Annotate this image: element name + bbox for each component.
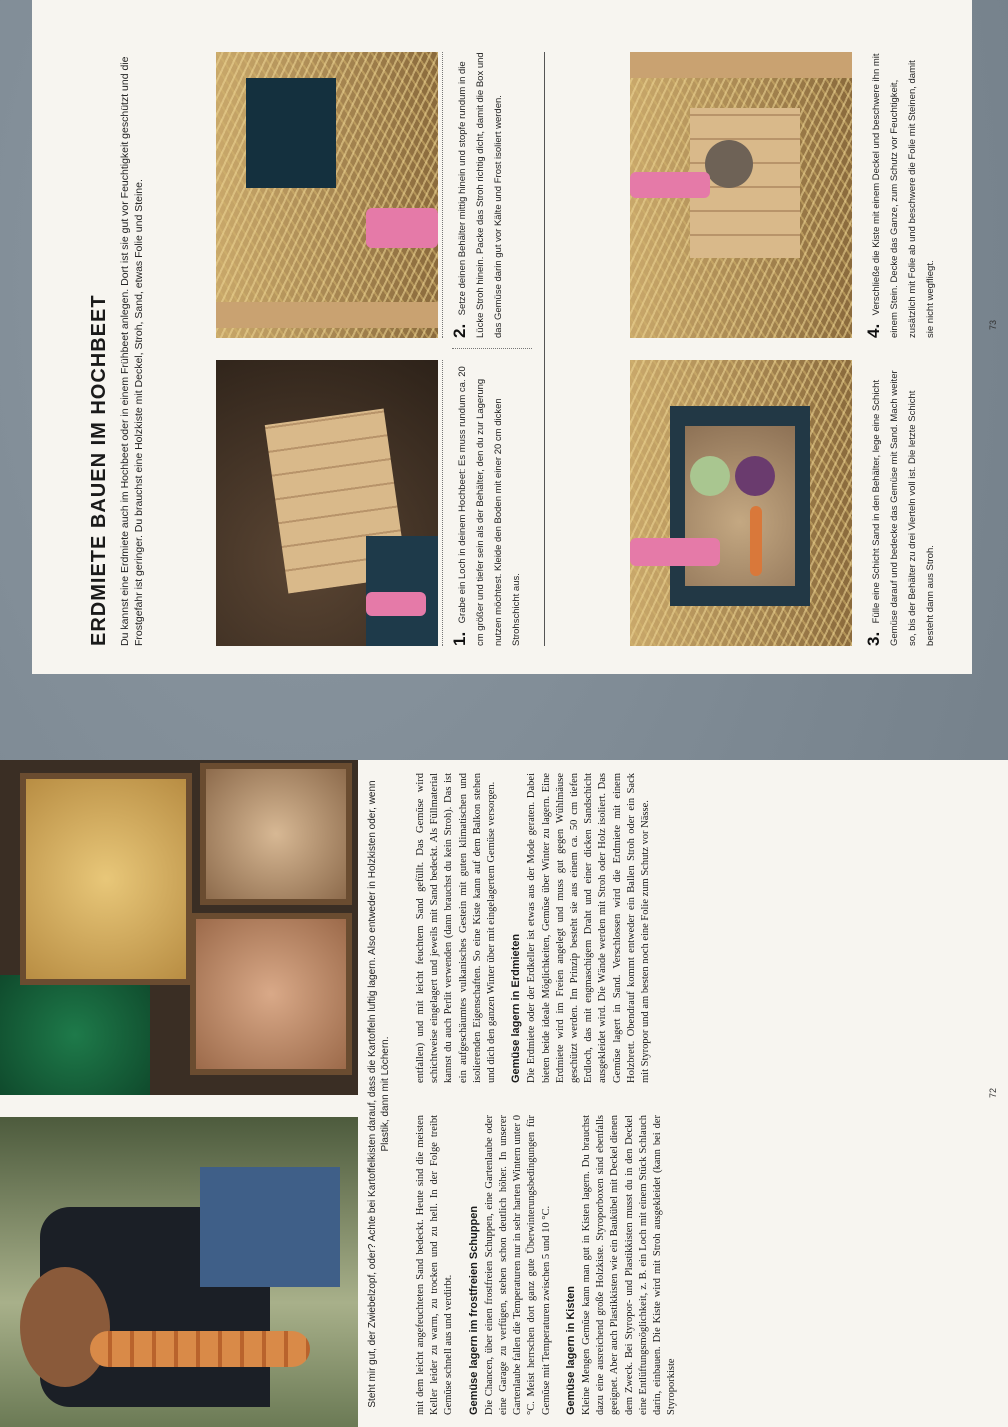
step-3-photo — [630, 360, 852, 646]
col1-paragraph-1: mit dem leicht angefeuchteten Sand bedeckt. Heute sind die meisten Keller leider zu warm, zu trocken und zu hell. In der Folge treibt Gemüse schnell aus und verdirbt. — [415, 1115, 455, 1415]
step-3-number: 3. — [864, 631, 883, 646]
heading-kisten: Gemüse lagern in Kisten — [564, 1286, 577, 1415]
page-title: ERDMIETE BAUEN IM HOCHBEET — [88, 294, 110, 646]
step-4-text: Verschließe die Kiste mit einem Deckel und beschwere ihn mit einem Stein. Decke das Ganze, zum Schutz vor Feuchtigkeit, zusätzlich mit Folie ab und beschwere die Folie mit Steinen, damit sie nicht wegfliegt. — [871, 53, 936, 338]
step-text-divider-left — [442, 360, 443, 646]
text-column-2 — [414, 773, 653, 1083]
step-2 — [450, 52, 506, 338]
step-2-number: 2. — [450, 323, 469, 338]
page-73 — [32, 0, 972, 674]
col2-paragraph-1: entfallen) und mit leicht feuchtem Sand gefüllt. Das Gemüse wird schichtweise eingelagert und jeweils mit Sand bedeckt. Als Füllmaterial kannst du auch Perlit verwenden (dann brauchst du kein Stroh). Das ist ein aufgeschäumtes vulkanisches Gestein mit guten klimatischen und isolierenden Eigenschaften. So eine Kiste kann auf dem Balkon stehen und dich den ganzen Winter über mit eingelagertem Gemüse versorgen. — [415, 773, 498, 1083]
step-4-number: 4. — [864, 323, 883, 338]
photo-onion-braid — [0, 1117, 358, 1427]
step-4-photo — [630, 52, 852, 338]
step-1 — [450, 360, 524, 646]
intro-text: Du kannst eine Erdmiete auch im Hochbeet oder in einem Frühbeet anlegen. Dort ist sie gut vor Feuchtigkeit geschützt und die Frostgefahr ist geringer. Du brauchst eine Holzkiste mit Deckel, Stroh, Sand, etwas Folie und Steine. — [119, 56, 145, 646]
text-column-1 — [414, 1115, 679, 1415]
step-text-divider-right — [442, 52, 443, 338]
col1-paragraph-3: Kleine Mengen Gemüse kann man gut in Kisten lagern. Du brauchst dazu eine ausreichend große Holzkiste. Styroporboxen sind ebenfalls geeignet. Aber auch Plastikkisten wie ein Baukübel mit Deckel dienen dem Zweck. Bei Styropor- und Plastikkisten musst du in den Deckel eine Entlüftungsmöglichkeit, z. B. ein Loch mit einem Stück Schlauch darin, einbauen. Die Kiste wird mit Stroh ausgekleidet (kann bei der Styroporkiste — [581, 1115, 678, 1415]
page-number-72: 72 — [988, 1087, 998, 1098]
step-3 — [864, 360, 938, 646]
heading-schuppen: Gemüse lagern im frostfreien Schuppen — [467, 1205, 480, 1415]
row-divider — [544, 52, 545, 646]
photo-caption: Steht mir gut, der Zwiebelzopf, oder? Achte bei Kartoffelkisten darauf, dass die Kartoffeln luftig lagern. Also entweder in Holzkisten oder, wenn Plastik, dann mit Löchern. — [367, 780, 391, 1408]
step-2-photo — [216, 52, 438, 338]
photo-potato-crates — [0, 760, 358, 1095]
col1-paragraph-2: Die Chancen, über einen frostfreien Schuppen, eine Gartenlaube oder eine Garage zu verfügen, stehen schon deutlich höher. In unserer Gartenlaube fallen die Temperaturen nur in sehr harten Wintern unter 0 °C. Meist herrschen dort ganz gute Überwinterungsbedingungen für Gemüse mit Temperaturen zwischen 5 und 10 °C. — [483, 1115, 552, 1415]
page-number-73: 73 — [988, 319, 998, 330]
step-4 — [864, 52, 938, 338]
heading-erdmieten: Gemüse lagern in Erdmieten — [510, 933, 523, 1083]
page-72 — [0, 760, 1008, 1427]
step-1-number: 1. — [450, 631, 469, 646]
step-3-text: Fülle eine Schicht Sand in den Behälter, lege eine Schicht Gemüse darauf und bedecke das Gemüse mit Sand. Mach weiter so, bis der Behälter zu drei Vierteln voll ist. Die letzte Schicht besteht dann aus Stroh. — [871, 370, 936, 646]
step-2-text: Setze deinen Behälter mittig hinein und stopfe rundum in die Lücke Stroh hinein. Packe das Stroh richtig dicht, damit die Box und das Gemüse darin gut vor Kälte und Frost isoliert werden. — [457, 52, 504, 338]
step-1-photo — [216, 360, 438, 646]
divider-mid-top — [452, 348, 532, 349]
step-1-text: Grabe ein Loch in deinem Hochbeet: Es muss rundum ca. 20 cm größer und tiefer sein als der Behälter, den du zur Lagerung nutzen möchtest. Kleide den Boden mit einer 20 cm dicken Strohschicht aus. — [457, 366, 522, 646]
col2-paragraph-2: Die Erdmiete oder der Erdkeller ist etwas aus der Mode geraten. Dabei bieten beide ideale Möglichkeiten, Gemüse über Winter zu lagern. Eine Erdmiete wird im Freien angelegt und muss gut gegen Wühlmäuse geschützt werden. Im Prinzip besteht sie aus einem ca. 50 cm tiefen Erdloch, das mit engmaschigem Draht und einer dicken Sandschicht ausgekleidet wird. Die Wände werden mit Stroh oder Holz isoliert. Das Gemüse lagert in Sand. Verschlossen wird die Erdmiete mit einem Holzbrett. Obendrauf kommt entweder ein Ballen Stroh oder ein Sack mit Styropor und am besten noch eine Folie zum Schutz vor Nässe. — [526, 773, 652, 1083]
